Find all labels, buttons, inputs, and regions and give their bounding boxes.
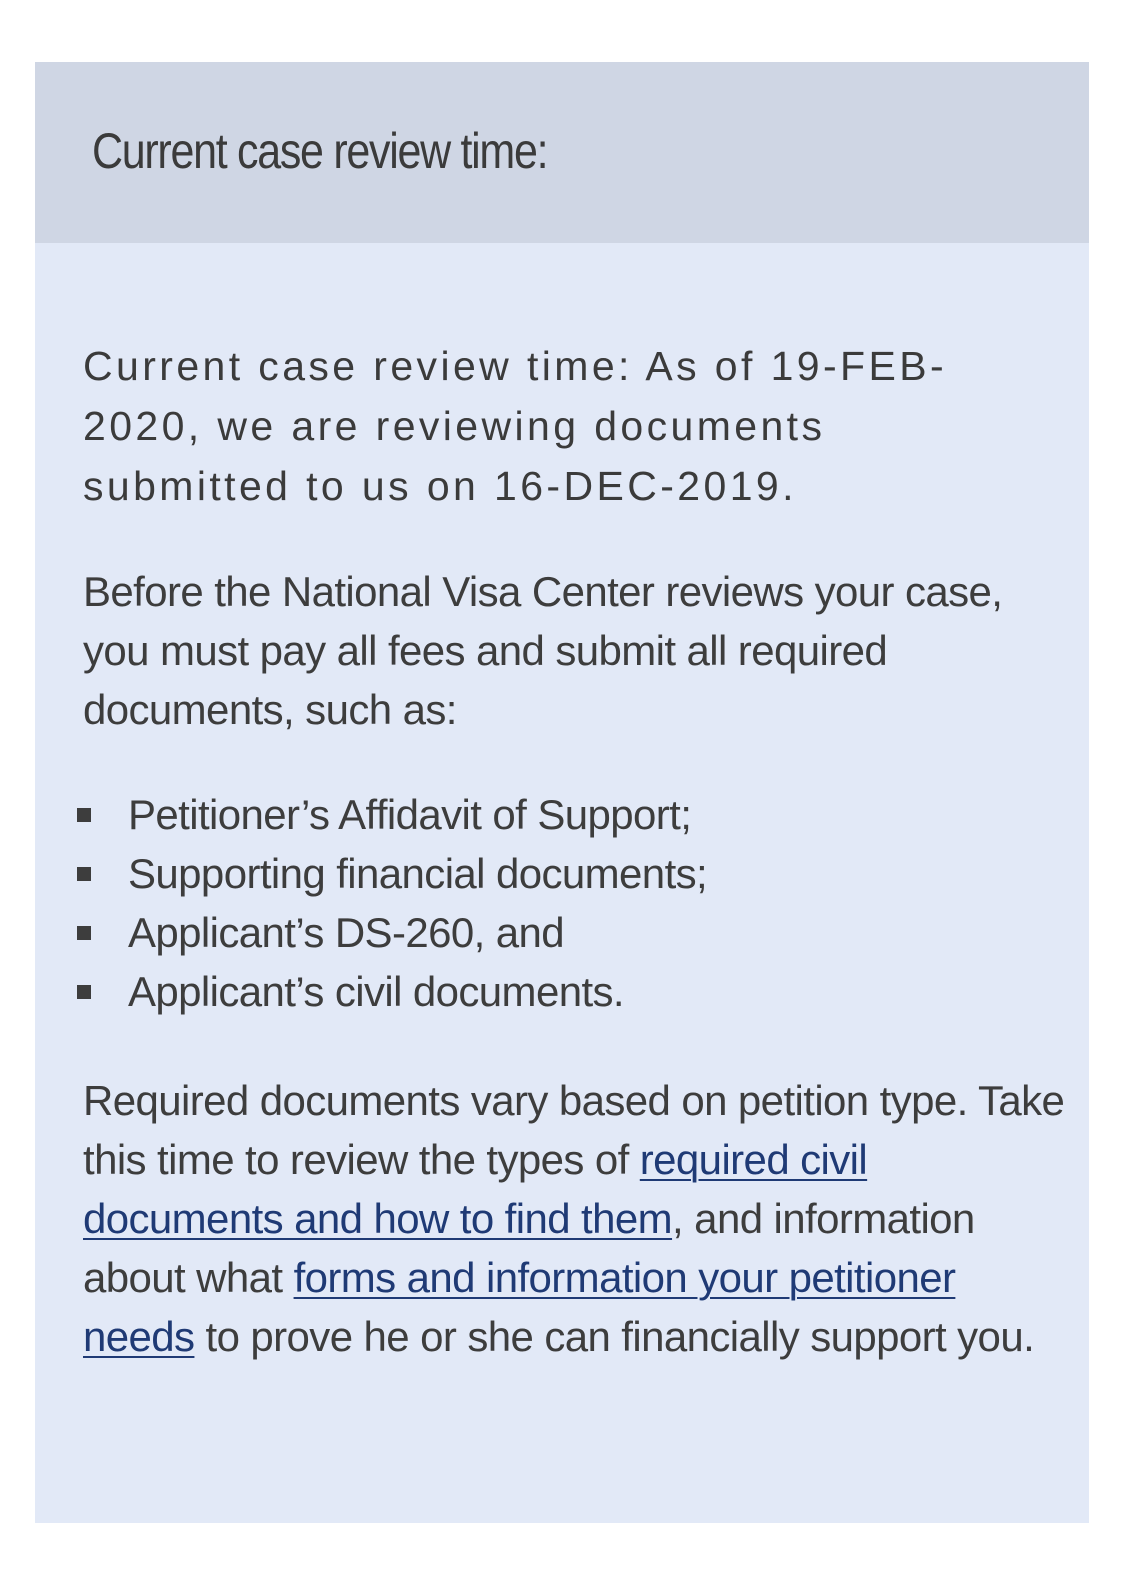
list-item-label: Applicant’s DS-260, and — [128, 909, 565, 956]
bullet-square-icon — [77, 926, 91, 940]
bullet-square-icon — [77, 867, 91, 881]
bullet-square-icon — [77, 808, 91, 822]
card-title: Current case review time: — [92, 123, 548, 179]
closing-text-2: , and information about what — [83, 1195, 975, 1301]
closing-text-1: Required documents vary based on petition type. Take this time to review the types of — [83, 1077, 1065, 1183]
bullet-square-icon — [77, 985, 91, 999]
list-item-label: Applicant’s civil documents. — [128, 968, 624, 1015]
required-documents-list — [35, 785, 1035, 1021]
list-item — [35, 785, 1035, 844]
list-item-label: Petitioner’s Affidavit of Support; — [128, 791, 692, 838]
list-item — [35, 962, 1035, 1021]
intro-paragraph: Before the National Visa Center reviews your case, you must pay all fees and submit all required documents, such as: — [83, 568, 1003, 733]
closing-text-3: to prove he or she can financially support you. — [194, 1313, 1035, 1360]
card-header — [35, 62, 1089, 243]
list-item — [35, 844, 1035, 903]
closing-paragraph — [83, 1071, 1073, 1366]
civil-documents-link[interactable]: required civil documents and how to find them — [83, 1136, 868, 1242]
case-review-card — [35, 62, 1089, 1523]
review-time-statement: Current case review time: As of 19-FEB-2020, we are reviewing documents submitted to us on 16-DEC-2019. — [83, 343, 948, 509]
petitioner-forms-link[interactable]: forms and information your petitioner needs — [83, 1254, 956, 1360]
list-item-label: Supporting financial documents; — [128, 850, 708, 897]
list-item — [35, 903, 1035, 962]
